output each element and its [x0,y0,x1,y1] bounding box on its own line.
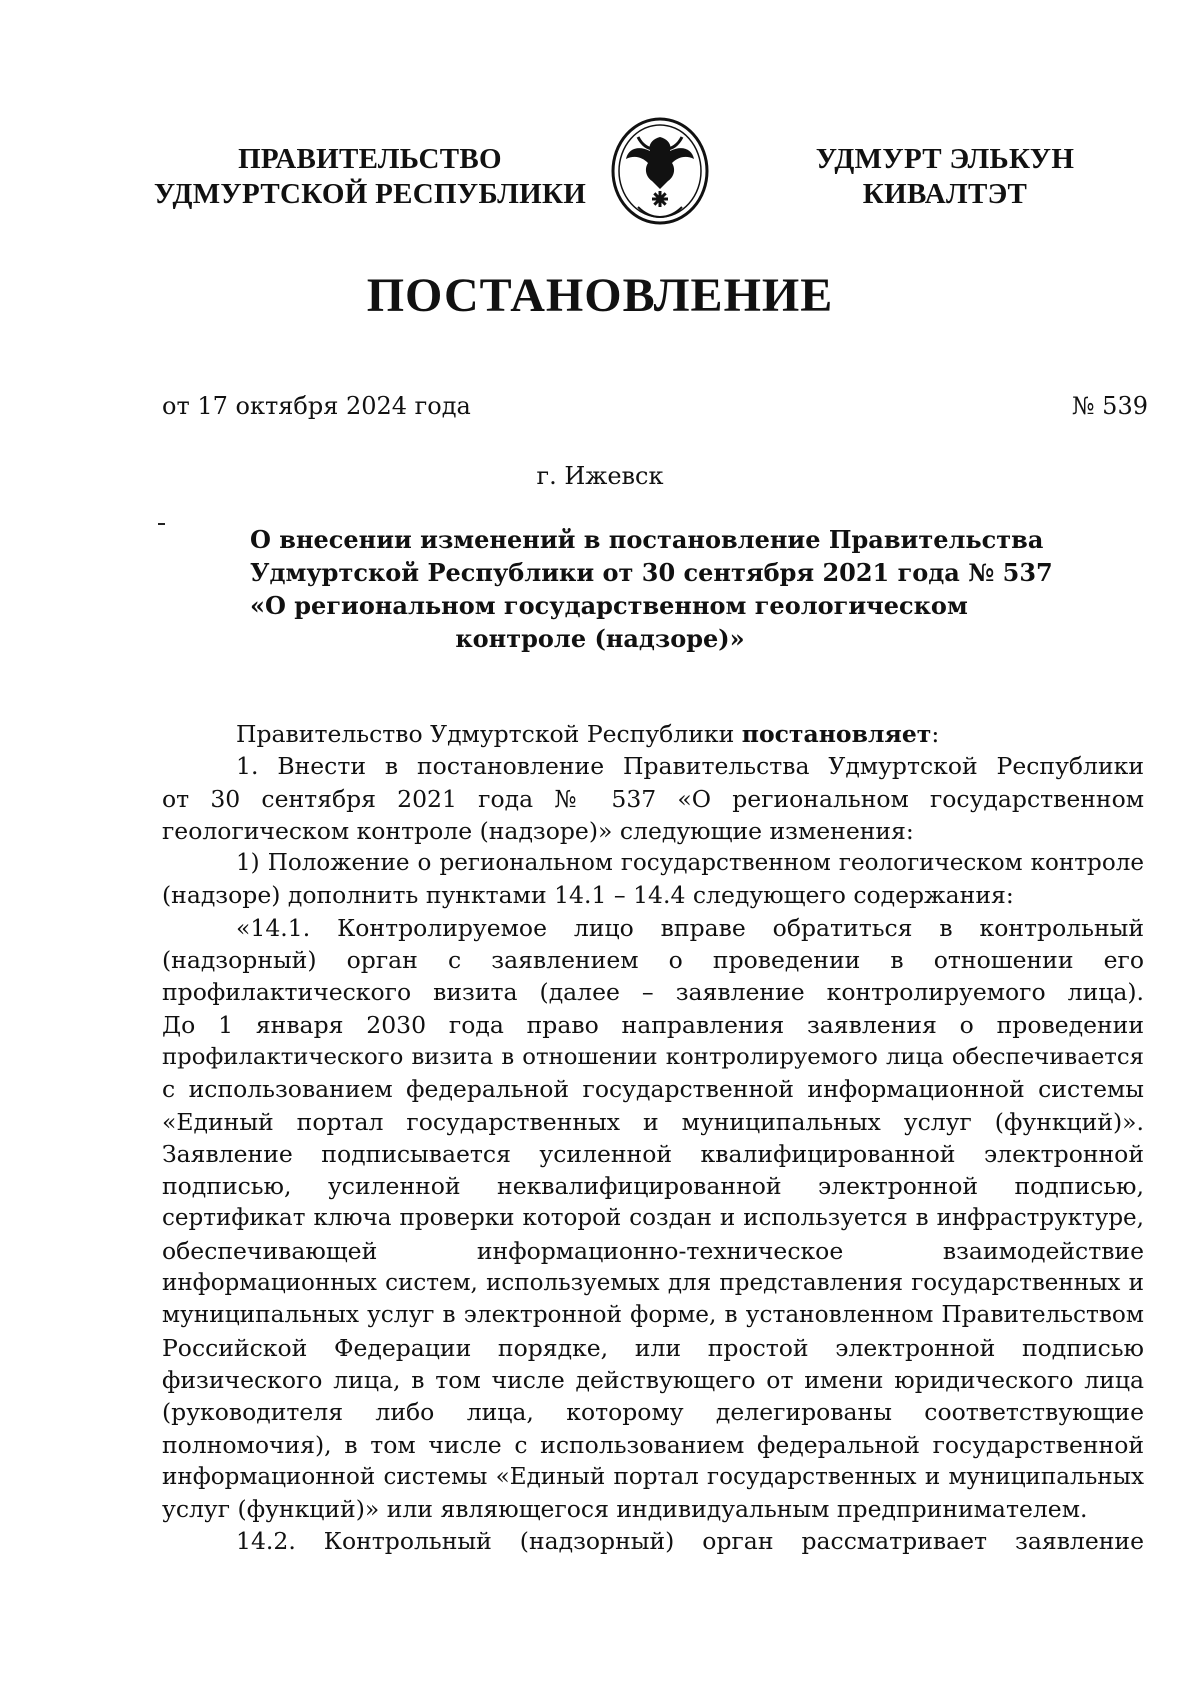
intro-colon: : [931,720,940,748]
body-line: физического лица, в том числе действующего от имени юридического лица [162,1365,1144,1394]
body-line: профилактического визита (далее – заявление контролируемого лица). [162,978,1144,1007]
body-line: 1. Внести в постановление Правительства Удмуртской Республики [236,752,1144,781]
margin-mark [158,523,165,525]
body-intro [162,718,1144,750]
intro-bold-verb: постановляет [741,720,932,748]
header-right-line2: КИВАЛТЭТ [862,178,1028,210]
udmurt-coat-of-arms-icon [608,115,712,227]
header-left-line1: ПРАВИТЕЛЬСТВО [238,143,502,175]
body-line: «Единый портал государственных и муниципальных услуг (функций)». [162,1107,1144,1136]
body-line: услуг (функций)» или являющегося индивидуальным предпринимателем. [162,1495,1088,1524]
body-line: (руководителя либо лица, которому делегированы соответствующие [162,1398,1144,1427]
intro-text: Правительство Удмуртской Республики [236,720,742,748]
body-line: с использованием федеральной государственной информационной системы [162,1075,1144,1104]
body-line: Заявление подписывается усиленной квалифицированной электронной [162,1139,1144,1168]
body-line: информационных систем, используемых для представления государственных и [162,1270,1144,1297]
body-line: Российской Федерации порядке, или простой электронной подписью [162,1333,1144,1362]
subject-line: «О региональном государственном геологическом [250,591,968,620]
body-line: от 30 сентября 2021 года № 537 «О региональном государственном [162,784,1144,813]
body-line: обеспечивающей информационно-техническое взаимодействие [162,1236,1144,1265]
body-line: полномочия), в том числе с использованием федеральной государственной [162,1430,1144,1459]
subject-line: О внесении изменений в постановление Правительства [250,525,1044,554]
body-line: 14.2. Контрольный (надзорный) орган рассматривает заявление [236,1527,1144,1556]
body-line: муниципальных услуг в электронной форме, в установленном Правительством [162,1301,1144,1329]
header-left-ru [150,142,590,212]
header-left-line2: УДМУРТСКОЙ РЕСПУБЛИКИ [153,178,587,210]
header-right-udm [800,142,1090,212]
body-line: подписью, усиленной неквалифицированной электронной подписью, [162,1172,1144,1201]
body-line: геологическом контроле (надзоре)» следующие изменения: [162,816,914,845]
subject-line: Удмуртской Республики от 30 сентября 2021 года № 537 [250,558,1053,587]
body-line: профилактического визита в отношении контролируемого лица обеспечивается [162,1043,1144,1070]
body-line: сертификат ключа проверки которой создан и используется в инфраструктуре, [162,1205,1144,1232]
body-line: «14.1. Контролируемое лицо вправе обратиться в контрольный [236,913,1144,942]
document-city: г. Ижевск [536,462,664,490]
subject-line: контроле (надзоре)» [455,624,745,653]
body-line: 1) Положение о региональном государственном геологическом контроле [236,850,1144,877]
body-line: До 1 января 2030 года право направления заявления о проведении [162,1010,1144,1039]
body-line: (надзорный) орган с заявлением о проведении в отношении его [162,946,1144,975]
body-line: информационной системы «Единый портал государственных и муниципальных [162,1463,1144,1490]
document-number: № 539 [1071,392,1148,420]
document-type-title: ПОСТАНОВЛЕНИЕ [366,269,834,322]
header-right-line1: УДМУРТ ЭЛЬКУН [815,143,1075,175]
document-subject [250,523,1053,655]
document-date: от 17 октября 2024 года [162,392,471,420]
body-line: (надзоре) дополнить пунктами 14.1 – 14.4 следующего содержания: [162,881,1014,910]
document-body [162,718,1144,1558]
